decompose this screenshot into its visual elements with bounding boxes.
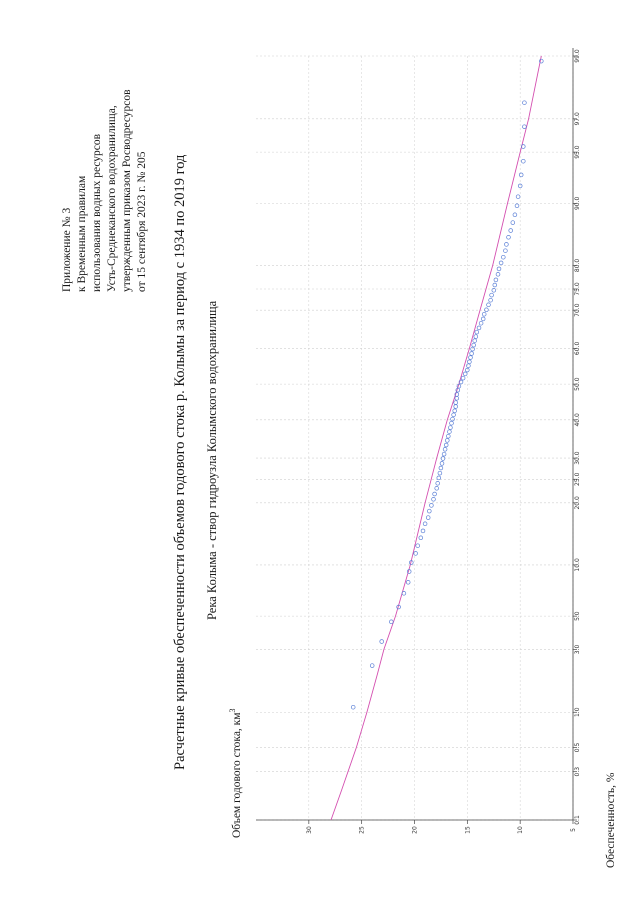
observed-point <box>423 522 427 526</box>
observed-point <box>485 308 489 312</box>
observed-point <box>477 326 481 330</box>
observed-point <box>474 335 478 339</box>
observed-point <box>433 492 437 496</box>
observed-point <box>426 516 430 520</box>
observed-point <box>487 303 491 307</box>
observed-point <box>419 536 423 540</box>
probability-tick-label: 95.0 <box>574 145 581 159</box>
appendix-line: от 15 сентября 2023 г. № 205 <box>136 151 148 292</box>
observed-point <box>461 376 465 380</box>
appendix-line: к Временным правилам <box>76 175 88 292</box>
observed-point <box>519 173 523 177</box>
value-tick-label: 10 <box>517 826 525 834</box>
observed-point <box>444 443 448 447</box>
probability-tick-label: 90.0 <box>574 196 581 211</box>
observed-point <box>436 481 440 485</box>
observed-point <box>454 401 458 405</box>
observed-point <box>511 221 515 225</box>
appendix-line: Приложение № 3 <box>61 207 73 292</box>
observed-point <box>494 278 498 282</box>
observed-point <box>467 364 471 368</box>
observed-point <box>472 343 476 347</box>
observed-point <box>496 272 500 276</box>
observed-point <box>463 372 467 376</box>
chart-subtitle: Река Колыма - створ гидроузла Колымского водохранилища <box>205 300 219 620</box>
observed-point <box>438 471 442 475</box>
observed-point <box>516 195 520 199</box>
observed-point <box>430 504 434 508</box>
observed-point <box>416 544 420 548</box>
appendix-line: утвержденным приказом Росводресурсов <box>121 89 133 292</box>
observed-point <box>448 430 452 434</box>
observed-point <box>439 466 443 470</box>
probability-tick-label: 75.0 <box>574 282 581 296</box>
value-tick-label: 20 <box>411 826 419 834</box>
observed-point <box>406 580 410 584</box>
observed-point <box>389 620 393 624</box>
observed-point <box>475 330 479 334</box>
probability-tick-label: 0.5 <box>574 742 581 753</box>
observed-point <box>451 417 455 421</box>
probability-tick-label: 60.0 <box>574 341 581 356</box>
probability-tick-label: 50.0 <box>574 377 581 391</box>
observed-point <box>421 529 425 533</box>
observed-point <box>509 229 513 233</box>
value-tick-label: 15 <box>464 826 472 834</box>
observed-point <box>479 321 483 325</box>
observed-point <box>449 426 453 430</box>
observed-point <box>493 283 497 287</box>
probability-tick-label: 97.0 <box>574 112 581 126</box>
appendix-line: использования водных ресурсов <box>91 133 103 292</box>
observed-point <box>442 452 446 456</box>
value-tick-label: 25 <box>358 826 366 834</box>
value-tick-label: 30 <box>305 826 313 834</box>
probability-tick-label: 0.3 <box>574 766 581 777</box>
observed-point <box>455 396 459 400</box>
observed-point <box>441 457 445 461</box>
observed-point <box>481 317 485 321</box>
observed-point <box>499 261 503 265</box>
probability-tick-label: 1.0 <box>574 707 581 718</box>
observed-point <box>450 421 454 425</box>
probability-tick-label: 0.1 <box>574 815 581 825</box>
observed-point <box>504 249 508 253</box>
observed-point <box>452 413 456 417</box>
observed-point <box>507 235 511 239</box>
x-axis-label: Обеспеченность, % <box>605 772 617 868</box>
probability-tick-label: 40.0 <box>574 413 581 427</box>
observed-point <box>453 409 457 413</box>
probability-tick-label: 3.0 <box>574 644 581 655</box>
observed-point <box>469 356 473 360</box>
probability-tick-label: 99.0 <box>574 49 581 63</box>
y-axis-label-text: Объем годового стока, км <box>230 712 243 838</box>
observed-point <box>490 293 494 297</box>
observed-point <box>351 705 355 709</box>
observed-point <box>501 255 505 259</box>
observed-point <box>427 509 431 513</box>
probability-tick-label: 5.0 <box>574 611 581 621</box>
appendix-line: Усть-Среднеканского водохранилища, <box>106 105 118 292</box>
y-axis-label-superscript: 3 <box>228 708 237 713</box>
design-curve <box>331 56 541 820</box>
observed-point <box>482 312 486 316</box>
probability-tick-label: 10.0 <box>574 558 581 572</box>
observed-point <box>443 447 447 451</box>
observed-point <box>471 347 475 351</box>
observed-point <box>521 159 525 163</box>
observed-point <box>437 476 441 480</box>
observed-point <box>515 204 519 208</box>
observed-point <box>505 243 509 247</box>
probability-tick-label: 70.0 <box>574 303 581 317</box>
observed-point <box>454 405 458 409</box>
observed-point <box>523 101 527 105</box>
value-tick-label: 5 <box>570 828 577 832</box>
observed-point <box>440 462 444 466</box>
probability-tick-label: 80.0 <box>574 258 581 273</box>
observed-point <box>402 591 406 595</box>
chart-title: Расчетные кривые обеспеченности объемов годового стока р. Колымы за период с 1934 по 2019 год <box>172 154 188 770</box>
observed-point <box>432 497 436 501</box>
observed-point <box>513 213 517 217</box>
observed-point <box>446 434 450 438</box>
observed-point <box>523 125 527 129</box>
observed-point <box>435 486 439 490</box>
observed-point <box>473 339 477 343</box>
observed-point <box>470 352 474 356</box>
observed-point <box>380 640 384 644</box>
probability-tick-label: 25.0 <box>574 472 581 486</box>
observed-point <box>445 439 449 443</box>
observed-point <box>497 267 501 271</box>
observed-point <box>468 360 472 364</box>
probability-tick-label: 30.0 <box>574 451 581 465</box>
observed-point <box>370 664 374 668</box>
probability-tick-label: 20.0 <box>574 496 581 510</box>
observed-point <box>489 298 493 302</box>
